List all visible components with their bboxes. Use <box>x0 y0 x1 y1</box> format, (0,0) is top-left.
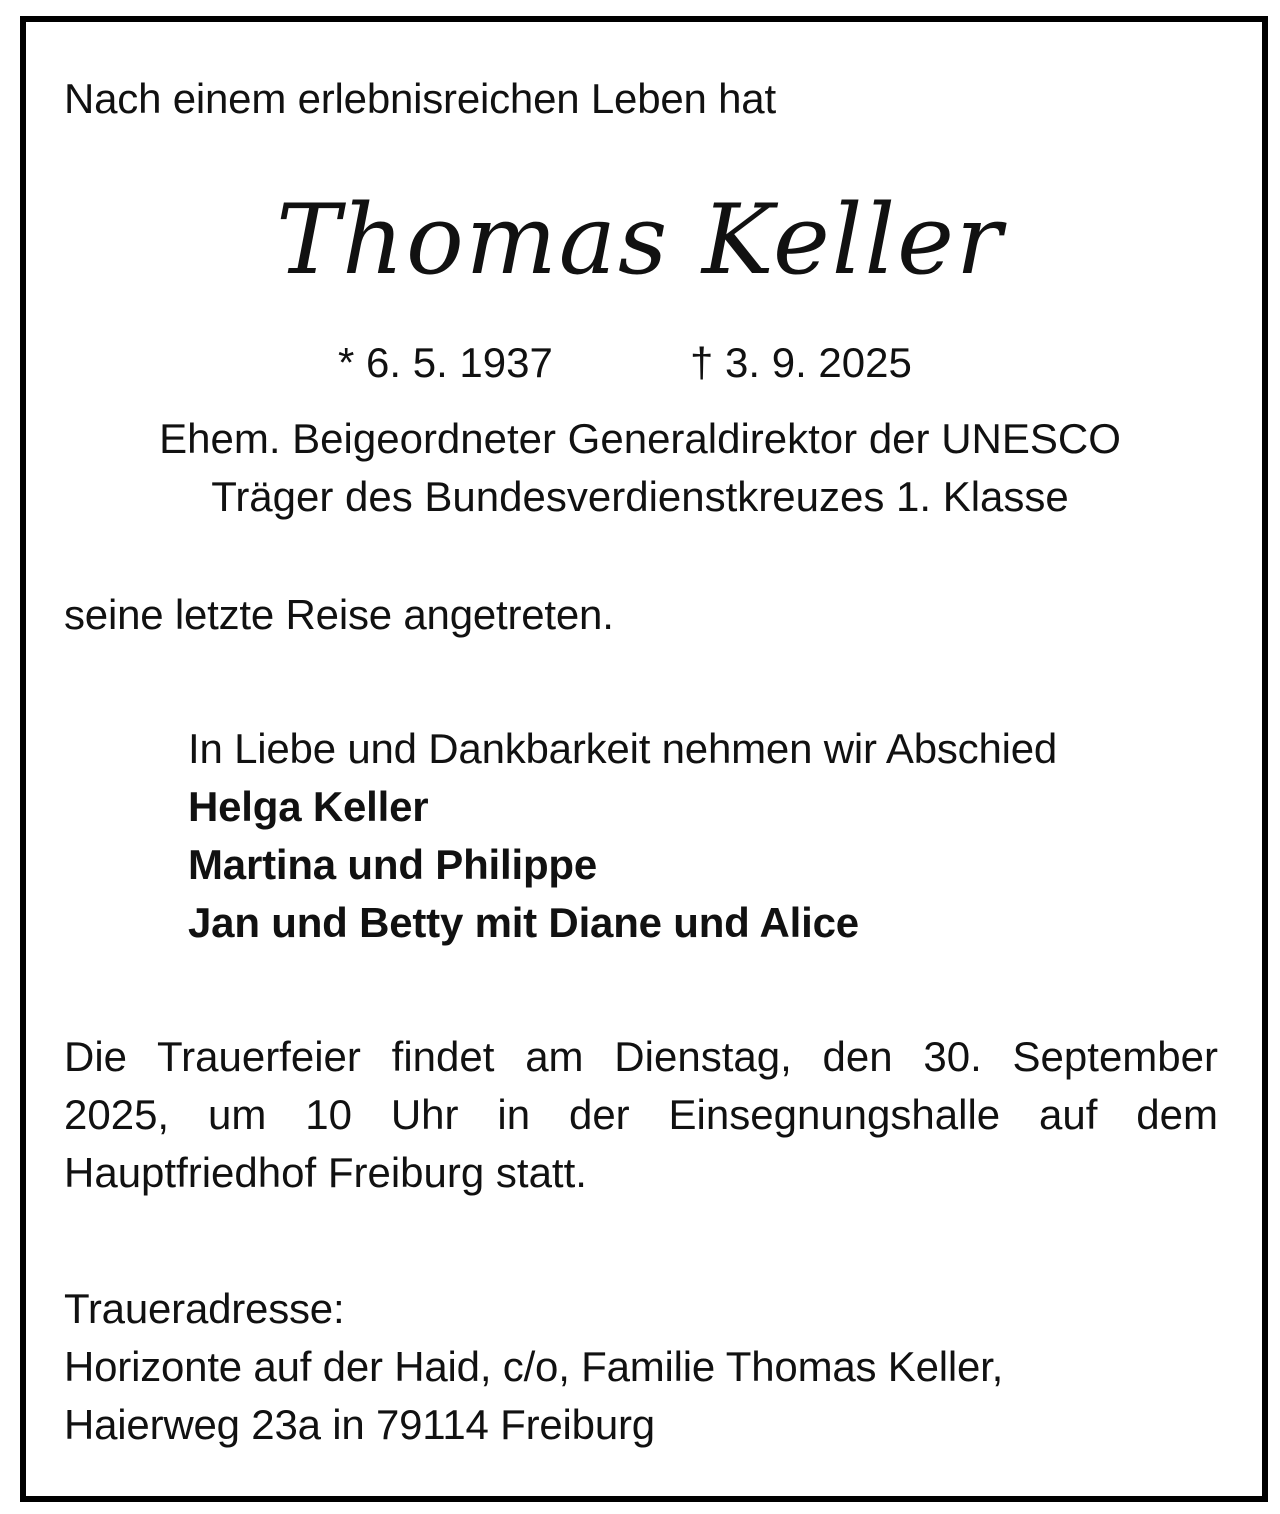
farewell-text: In Liebe und Dankbarkeit nehmen wir Abschied <box>188 725 1058 772</box>
deceased-name: Thomas Keller <box>276 184 1004 296</box>
ceremony-line: Hauptfriedhof Freiburg statt. <box>64 1149 587 1196</box>
mourner-name: Jan und Betty mit Diane und Alice <box>188 899 859 946</box>
title-line-1: Ehem. Beigeordneter Generaldirektor der UNESCO <box>159 415 1121 462</box>
address-label: Traueradresse: <box>64 1285 345 1332</box>
ceremony-line: 2025, um 10 Uhr in der Einsegnungshalle auf dem <box>64 1091 1218 1138</box>
ceremony-line: Die Trauerfeier findet am Dienstag, den 30. September <box>64 1033 1218 1080</box>
life-dates <box>0 339 1280 386</box>
mourner-name: Helga Keller <box>188 783 429 830</box>
title-line-2: Träger des Bundesverdienstkreuzes 1. Klasse <box>211 473 1069 520</box>
birth-date: * 6. 5. 1937 <box>338 339 553 386</box>
address-line: Haierweg 23a in 79114 Freiburg <box>64 1401 655 1448</box>
death-date: † 3. 9. 2025 <box>690 339 912 386</box>
outro-text: seine letzte Reise angetreten. <box>64 591 614 638</box>
ceremony-info <box>64 1028 1218 1202</box>
intro-text: Nach einem erlebnisreichen Leben hat <box>64 75 776 122</box>
mourner-name: Martina und Philippe <box>188 841 598 888</box>
address-line: Horizonte auf der Haid, c/o, Familie Thomas Keller, <box>64 1343 1004 1390</box>
